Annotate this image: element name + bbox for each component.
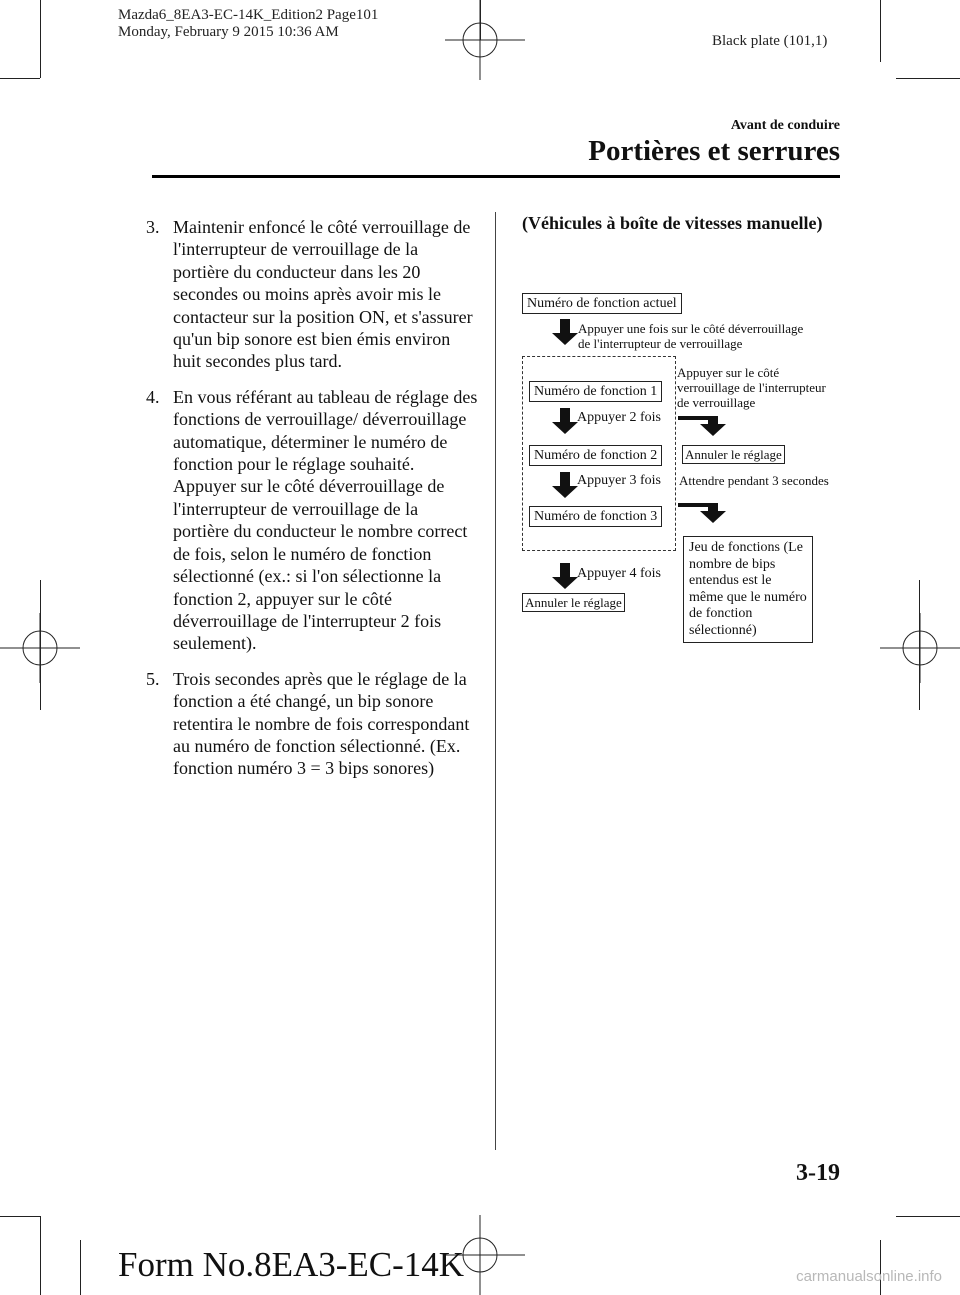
press-once-line: Appuyer une fois sur le côté déverrouillage <box>578 321 804 336</box>
lock-side-line: verrouillage de l'interrupteur <box>677 380 826 395</box>
registration-mark-left <box>0 608 80 688</box>
press-2-label: Appuyer 2 fois <box>577 410 661 425</box>
down-arrow-icon <box>552 563 578 589</box>
press-once-note <box>578 321 803 351</box>
print-file-info <box>118 7 378 41</box>
print-date: Monday, February 9 2015 10:36 AM <box>118 24 339 40</box>
step-item <box>128 216 478 373</box>
function-3-box: Numéro de fonction 3 <box>529 506 662 527</box>
step-text: Maintenir enfoncé le côté verrouillage de l'interrupteur de verrouillage de la portière du conducteur dans les 20 secondes ou moins après avoir mis le contacteur sur la position ON, et s'assurer qu'un bip sonore est bien émis environ huit secondes plus tard. <box>173 217 473 372</box>
press-3-label: Appuyer 3 fois <box>577 473 661 488</box>
lock-side-note <box>677 365 826 410</box>
function-2-box: Numéro de fonction 2 <box>529 445 662 466</box>
result-box: Jeu de fonctions (Le nombre de bips entendus est le même que le numéro de fonction sélectionné) <box>683 536 813 643</box>
form-number: Form No.8EA3-EC-14K <box>118 1245 465 1284</box>
page-number: 3-19 <box>796 1160 840 1186</box>
bent-arrow-icon <box>678 503 726 523</box>
step-item <box>128 386 478 655</box>
step-item <box>128 668 478 780</box>
step-text: En vous référant au tableau de réglage des fonctions de verrouillage/ déverrouillage automatique, déterminer le numéro de fonction pour le réglage souhaité. Appuyer sur le côté déverrouillage de l'interrupteur de verrouillage de la portière du conducteur le nombre correct de fois, selon le numéro de fonction sélectionné (ex.: si l'on sélectionne la fonction 2, appuyer sur le côté déverrouillage de l'interrupteur 2 fois seulement). <box>173 386 478 654</box>
lock-side-line: de verrouillage <box>677 395 756 410</box>
print-file-name: Mazda6_8EA3-EC-14K_Edition2 Page101 <box>118 7 379 23</box>
section-label: Avant de conduire <box>730 118 840 133</box>
bent-arrow-icon <box>678 416 726 436</box>
column-divider <box>495 212 496 1150</box>
down-arrow-icon <box>552 319 578 345</box>
lock-side-line: Appuyer sur le côté <box>677 365 780 380</box>
step-number: 5. <box>146 668 160 689</box>
step-number: 3. <box>146 217 160 237</box>
step-text: Trois secondes après que le réglage de la fonction a été changé, un bip sonore retentira le nombre de fois correspondant au numéro de fonction sélectionné. (Ex. fonction numéro 3 = 3 bips sonores) <box>173 668 470 779</box>
cancel-right-box: Annuler le réglage <box>682 445 785 464</box>
steps-list <box>128 216 478 793</box>
watermark: carmanualsonline.info <box>796 1268 942 1285</box>
header-rule <box>152 175 840 178</box>
page-title: Portières et serrures <box>588 135 840 167</box>
wait-note: Attendre pendant 3 secondes <box>679 473 829 488</box>
cancel-left-box: Annuler le réglage <box>522 593 625 612</box>
diagram-heading: (Véhicules à boîte de vitesses manuelle) <box>522 213 823 233</box>
step-number: 4. <box>146 386 160 407</box>
function-1-box: Numéro de fonction 1 <box>529 381 662 402</box>
press-4-label: Appuyer 4 fois <box>577 566 661 581</box>
press-once-line: de l'interrupteur de verrouillage <box>578 336 743 351</box>
registration-mark-top <box>440 0 530 80</box>
current-function-box: Numéro de fonction actuel <box>522 293 682 314</box>
registration-mark-right <box>880 608 960 688</box>
plate-label: Black plate (101,1) <box>712 33 828 49</box>
